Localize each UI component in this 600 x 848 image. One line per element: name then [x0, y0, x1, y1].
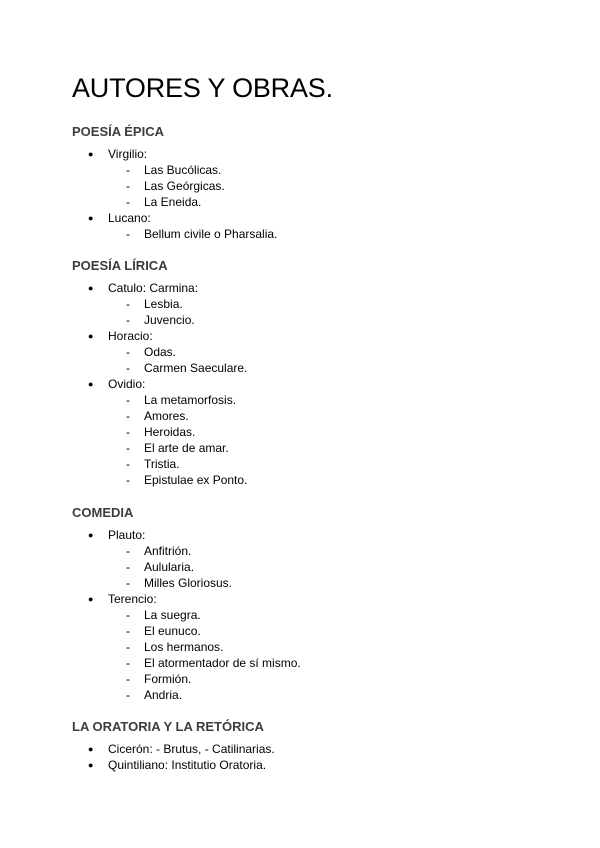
list-item: [72, 328, 247, 376]
sub-list-item: [72, 472, 247, 488]
list-item-label: Ovidio:: [108, 377, 146, 391]
sub-list-item-label: Aulularia.: [144, 560, 195, 574]
dash-marker: -: [126, 313, 130, 327]
sub-list-item-label: Milles Gloriosus.: [144, 576, 233, 590]
list-item-line: [72, 328, 247, 344]
dash-marker: -: [126, 688, 130, 702]
sub-list-item-label: El eunuco.: [144, 624, 201, 638]
sub-list-item-label: Amores.: [144, 409, 189, 423]
bullet-icon: ●: [88, 149, 94, 159]
sub-list-item-label: Los hermanos.: [144, 640, 224, 654]
dash-marker: -: [126, 640, 130, 654]
sub-list-item-label: La suegra.: [144, 608, 201, 622]
bullet-list: [72, 280, 247, 488]
sub-list-item: [72, 296, 247, 312]
dash-marker: -: [126, 624, 130, 638]
bullet-icon: ●: [88, 530, 94, 540]
section-heading: POESÍA ÉPICA: [72, 124, 164, 139]
list-item-line: [72, 591, 301, 607]
sub-list: [72, 607, 301, 703]
sub-list-item: [72, 162, 277, 178]
list-item: [72, 591, 301, 703]
sub-list-item-label: Carmen Saeculare.: [144, 361, 248, 375]
dash-marker: -: [126, 195, 130, 209]
sub-list-item-label: Epistulae ex Ponto.: [144, 473, 248, 487]
sub-list: [72, 226, 277, 242]
bullet-icon: ●: [88, 379, 94, 389]
section-1: [72, 258, 247, 488]
section-heading: POESÍA LÍRICA: [72, 258, 168, 273]
sub-list-item-label: El arte de amar.: [144, 441, 229, 455]
section-2: [72, 505, 301, 703]
sub-list: [72, 344, 247, 376]
sub-list-item-label: Lesbia.: [144, 297, 183, 311]
page-title: AUTORES Y OBRAS.: [72, 73, 333, 103]
dash-marker: -: [126, 608, 130, 622]
list-item-label: Virgilio:: [108, 147, 148, 161]
sub-list-item-label: El atormentador de sí mismo.: [144, 656, 301, 670]
dash-marker: -: [126, 576, 130, 590]
sub-list-item: [72, 575, 301, 591]
list-item-label: Plauto:: [108, 528, 146, 542]
sub-list-item: [72, 623, 301, 639]
dash-marker: -: [126, 297, 130, 311]
sub-list-item: [72, 456, 247, 472]
sub-list-item-label: Anfitrión.: [144, 544, 192, 558]
sub-list-item: [72, 559, 301, 575]
list-item-line: [72, 376, 247, 392]
bullet-list: [72, 146, 277, 242]
bullet-icon: ●: [88, 283, 94, 293]
list-item: [72, 757, 275, 773]
sub-list-item: [72, 607, 301, 623]
dash-marker: -: [126, 179, 130, 193]
sub-list: [72, 162, 277, 210]
dash-marker: -: [126, 361, 130, 375]
sub-list-item: [72, 440, 247, 456]
sub-list-item: [72, 344, 247, 360]
sub-list-item: [72, 312, 247, 328]
sub-list-item-label: Odas.: [144, 345, 177, 359]
sub-list: [72, 296, 247, 328]
sub-list-item: [72, 671, 301, 687]
dash-marker: -: [126, 656, 130, 670]
list-item-label: Catulo: Carmina:: [108, 281, 199, 295]
sub-list-item: [72, 178, 277, 194]
list-item: [72, 280, 247, 328]
bullet-icon: ●: [88, 744, 94, 754]
sub-list-item-label: La Eneida.: [144, 195, 202, 209]
dash-marker: -: [126, 544, 130, 558]
section-3: [72, 719, 275, 773]
list-item-label: Terencio:: [108, 592, 157, 606]
dash-marker: -: [126, 227, 130, 241]
bullet-icon: ●: [88, 760, 94, 770]
bullet-icon: ●: [88, 213, 94, 223]
list-item: [72, 376, 247, 488]
sub-list-item-label: Andria.: [144, 688, 183, 702]
sub-list-item-label: Formión.: [144, 672, 192, 686]
dash-marker: -: [126, 473, 130, 487]
list-item-line: [72, 741, 275, 757]
dash-marker: -: [126, 560, 130, 574]
sub-list-item-label: Bellum civile o Pharsalia.: [144, 227, 278, 241]
section-heading: COMEDIA: [72, 505, 134, 520]
dash-marker: -: [126, 425, 130, 439]
dash-marker: -: [126, 345, 130, 359]
dash-marker: -: [126, 163, 130, 177]
bullet-icon: ●: [88, 331, 94, 341]
bullet-list: [72, 527, 301, 703]
section-0: [72, 124, 277, 242]
sub-list-item: [72, 360, 247, 376]
sub-list-item-label: Juvencio.: [144, 313, 195, 327]
sub-list-item: [72, 639, 301, 655]
sub-list-item: [72, 424, 247, 440]
dash-marker: -: [126, 672, 130, 686]
sub-list-item-label: La metamorfosis.: [144, 393, 237, 407]
sub-list: [72, 543, 301, 591]
list-item-line: [72, 280, 247, 296]
dash-marker: -: [126, 409, 130, 423]
list-item: [72, 146, 277, 210]
sub-list-item: [72, 687, 301, 703]
sub-list-item-label: Tristia.: [144, 457, 180, 471]
sub-list-item: [72, 543, 301, 559]
list-item-line: [72, 757, 275, 773]
list-item: [72, 527, 301, 591]
list-item: [72, 210, 277, 242]
list-item-line: [72, 210, 277, 226]
list-item-label: Quintiliano: Institutio Oratoria.: [108, 758, 267, 772]
sub-list-item: [72, 194, 277, 210]
list-item-label: Horacio:: [108, 329, 153, 343]
sub-list-item: [72, 226, 277, 242]
sub-list-item: [72, 392, 247, 408]
list-item-line: [72, 527, 301, 543]
dash-marker: -: [126, 441, 130, 455]
sub-list-item: [72, 408, 247, 424]
section-heading: LA ORATORIA Y LA RETÓRICA: [72, 719, 264, 734]
list-item: [72, 741, 275, 757]
sub-list-item-label: Las Geórgicas.: [144, 179, 225, 193]
bullet-list: [72, 741, 275, 773]
dash-marker: -: [126, 457, 130, 471]
list-item-label: Cicerón: - Brutus, - Catilinarias.: [108, 742, 275, 756]
sub-list-item-label: Las Bucólicas.: [144, 163, 222, 177]
dash-marker: -: [126, 393, 130, 407]
bullet-icon: ●: [88, 594, 94, 604]
list-item-line: [72, 146, 277, 162]
sub-list-item: [72, 655, 301, 671]
sub-list-item-label: Heroidas.: [144, 425, 196, 439]
sub-list: [72, 392, 247, 488]
list-item-label: Lucano:: [108, 211, 151, 225]
